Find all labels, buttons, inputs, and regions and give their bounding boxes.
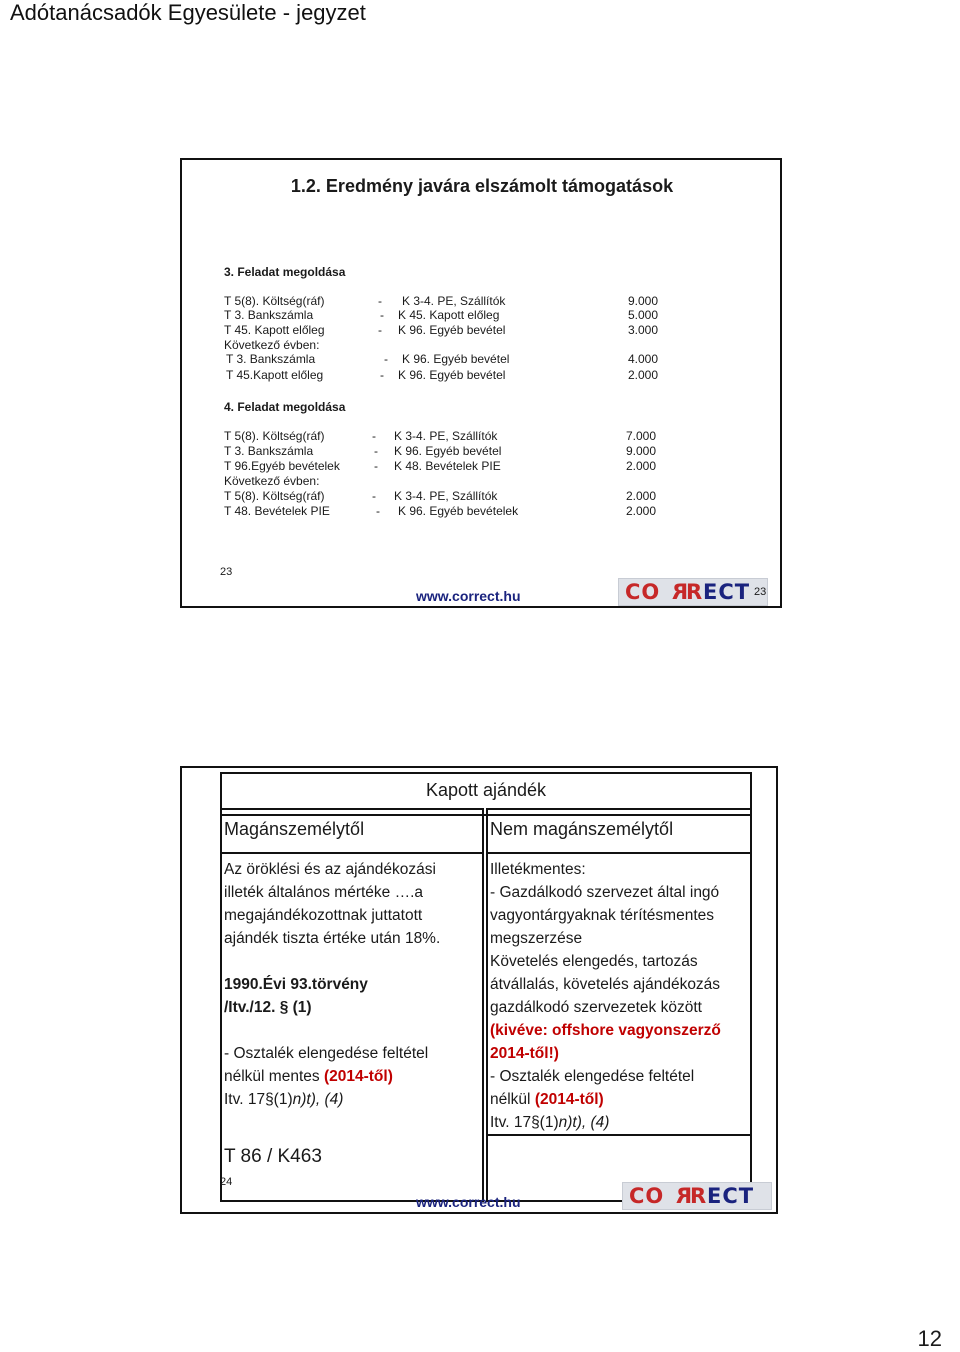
left-header-box	[220, 808, 484, 854]
task3-next-year-label: Következő évben:	[224, 338, 320, 352]
task4-row-3-dash: -	[374, 459, 378, 473]
task4-row-1-credit: K 3-4. PE, Szállítók	[394, 429, 498, 443]
left-bottom-entry: T 86 / K463	[224, 1146, 322, 1167]
right-body-line-2: - Gazdálkodó szervezet által ingó	[490, 884, 720, 901]
task3-row-3-amount: 3.000	[627, 323, 658, 337]
right-exception-line-2: 2014-től!)	[490, 1045, 559, 1062]
task4-row-1-amount: 7.000	[625, 429, 656, 443]
task3-next-row-1-dash: -	[384, 352, 388, 366]
task4-row-3-credit: K 48. Bevételek PIE	[394, 459, 501, 473]
task3-row-1-debit: T 5(8). Költség(ráf)	[224, 294, 325, 308]
task4-next-row-2-credit: K 96. Egyéb bevételek	[398, 504, 519, 518]
task3-next-row-1-credit: K 96. Egyéb bevétel	[402, 352, 510, 366]
footer-url[interactable]: www.correct.hu	[416, 1194, 521, 1210]
slide-page-number-left: 24	[220, 1176, 233, 1188]
task3-heading: 3. Feladat megoldása	[224, 265, 346, 279]
task3-row-1-credit: K 3-4. PE, Szállítók	[402, 294, 506, 308]
left-itv-ref: Itv. 17§(1)	[224, 1091, 293, 1108]
task4-row-2-debit: T 3. Bankszámla	[224, 444, 314, 458]
left-dividend-line-1: - Osztalék elengedése feltétel	[224, 1045, 429, 1062]
right-header-box	[486, 808, 752, 854]
task3-row-2-credit: K 45. Kapott előleg	[398, 308, 500, 322]
right-body-line-3: vagyontárgyaknak térítésmentes	[490, 907, 715, 924]
task3-next-row-2-debit: T 45.Kapott előleg	[226, 368, 324, 382]
task4-next-row-1-credit: K 3-4. PE, Szállítók	[394, 489, 498, 503]
task4-row-2-credit: K 96. Egyéb bevétel	[394, 444, 502, 458]
task3-next-row-2-dash: -	[380, 368, 384, 382]
slide-title: 1.2. Eredmény javára elszámolt támogatások	[290, 176, 674, 196]
task3-next-row-2-amount: 2.000	[627, 368, 658, 382]
footer-url[interactable]: www.correct.hu	[416, 588, 521, 604]
task4-row-1-dash: -	[372, 429, 376, 443]
right-body-line-4: megszerzése	[490, 930, 583, 947]
left-body-line-3: megajándékozottnak juttatott	[224, 907, 423, 924]
right-dividend-line-1: - Osztalék elengedése feltétel	[490, 1068, 695, 1085]
right-column-header: Nem magánszemélytől	[490, 819, 674, 839]
left-body-line-1: Az öröklési és az ajándékozási	[224, 861, 436, 878]
slide-24	[180, 766, 778, 1214]
task3-row-2-dash: -	[380, 308, 384, 322]
task4-next-row-2-amount: 2.000	[625, 504, 656, 518]
page-number: 12	[917, 1326, 942, 1351]
right-body-line-6: átvállalás, követelés ajándékozás	[490, 976, 721, 993]
right-itv-ref: Itv. 17§(1)	[490, 1114, 559, 1131]
slide-title: Kapott ajándék	[425, 780, 547, 800]
left-law-line-1: 1990.Évi 93.törvény	[224, 976, 368, 993]
task4-row-2-amount: 9.000	[625, 444, 656, 458]
slide-top-border	[180, 766, 778, 768]
right-itv-ref-italic: n)t), (4)	[558, 1114, 610, 1131]
task3-row-3-dash: -	[378, 323, 382, 337]
task3-next-row-1-amount: 4.000	[627, 352, 658, 366]
task4-row-1-debit: T 5(8). Költség(ráf)	[224, 429, 325, 443]
task3-row-2-debit: T 3. Bankszámla	[224, 308, 314, 322]
task4-row-3-debit: T 96.Egyéb bevételek	[224, 459, 340, 473]
slide-top-border	[180, 158, 782, 160]
slide-page-number-left: 23	[220, 566, 233, 578]
task4-next-row-1-debit: T 5(8). Költség(ráf)	[224, 489, 325, 503]
task3-row-2-amount: 5.000	[627, 308, 658, 322]
right-body-line-7: gazdálkodó szervezetek között	[490, 999, 702, 1016]
task4-next-year-label: Következő évben:	[224, 474, 320, 488]
left-dividend-line-2: nélkül mentes	[224, 1068, 320, 1085]
document-title: Adótanácsadók Egyesülete - jegyzet	[10, 0, 366, 25]
slide-right-border	[780, 158, 782, 608]
task3-next-row-1-debit: T 3. Bankszámla	[226, 352, 316, 366]
slide-23	[180, 158, 782, 608]
right-body-box	[486, 852, 752, 1136]
task4-heading: 4. Feladat megoldása	[224, 400, 346, 414]
task4-row-2-dash: -	[374, 444, 378, 458]
slide-right-border	[776, 766, 778, 1214]
right-body-line-1: Illetékmentes:	[490, 861, 586, 878]
right-dividend-line-2: nélkül	[490, 1091, 531, 1108]
task3-row-1-amount: 9.000	[627, 294, 658, 308]
left-column-header: Magánszemélytől	[224, 819, 365, 839]
slide-page-number-right: 23	[754, 586, 767, 598]
left-body-line-4: ajándék tiszta értéke után 18%.	[224, 930, 441, 947]
task3-row-1-dash: -	[378, 294, 382, 308]
task4-next-row-2-dash: -	[376, 504, 380, 518]
task3-row-3-credit: K 96. Egyéb bevétel	[398, 323, 506, 337]
left-law-line-2: /Itv./12. § (1)	[224, 999, 312, 1016]
left-body-box	[220, 852, 484, 1202]
task4-next-row-2-debit: T 48. Bevételek PIE	[224, 504, 330, 518]
task3-row-3-debit: T 45. Kapott előleg	[224, 323, 325, 337]
right-dividend-year: (2014-től)	[534, 1091, 604, 1108]
right-exception-line-1: (kivéve: offshore vagyonszerző	[490, 1022, 721, 1039]
left-dividend-year: (2014-től)	[323, 1068, 393, 1085]
left-itv-ref-italic: n)t), (4)	[292, 1091, 344, 1108]
left-body-line-2: illeték általános mértéke ….a	[224, 884, 424, 901]
task4-next-row-1-dash: -	[372, 489, 376, 503]
correct-logo: CO R R ECT	[618, 578, 768, 606]
task4-row-3-amount: 2.000	[625, 459, 656, 473]
task3-next-row-2-credit: K 96. Egyéb bevétel	[398, 368, 506, 382]
correct-logo: CO R R ECT	[622, 1182, 772, 1210]
task4-next-row-1-amount: 2.000	[625, 489, 656, 503]
right-body-line-5: Követelés elengedés, tartozás	[490, 953, 698, 970]
